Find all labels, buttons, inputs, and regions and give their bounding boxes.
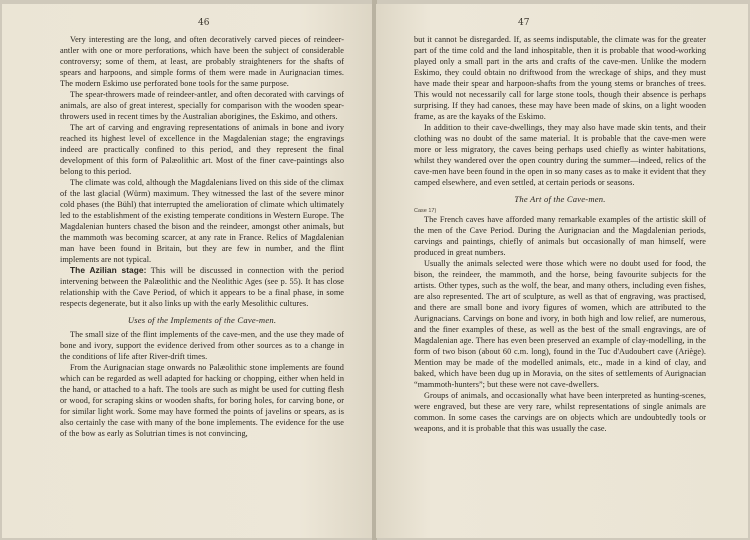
paragraph: Groups of animals, and occasionally what have been interpreted as hunting-scenes, were engraved, but these are very rare, whilst representations of single animals are common. In some cases the carvings are on objects which are undoubtedly tools or weapons, and it is probable that this was usually the case.	[414, 391, 706, 433]
section-heading: Uses of the Implements of the Cave-men.	[127, 315, 277, 325]
paragraph: The spear-throwers made of reindeer-antler, and often decorated with carvings of animals, are also of great interest, specially for comparison with the wooden spear-throwers used in recent times by the Australian aborigines, the Eskimo, and others.	[60, 90, 344, 121]
run-in-heading: The Azilian stage:	[70, 265, 147, 275]
paragraph: The small size of the flint implements of the cave-men, and the use they made of bone and ivory, support the evidence derived from other sources as to a change in the conditions of life after River-drift times.	[60, 330, 344, 361]
paragraph: The art of carving and engraving representations of animals in bone and ivory reached its highest level of excellence in the Magdalenian stage; the engravings indeed are practically confined to this period, and they represent the final development of this form of Palæolithic art. Most of the finer cave-paintings also belong to this period.	[60, 123, 344, 176]
paragraph: Very interesting are the long, and often decoratively carved pieces of reindeer-antler with one or more perforations, which have been the subject of considerable controversy; some of them, at least, are probably straighteners for the shafts of spears and harpoons, and simple forms of them were made in Aurignacian times. The modern Eskimo use perforated bone tools for the same purpose.	[60, 35, 344, 88]
case-label: Case 17)	[414, 208, 437, 214]
page-number: 46	[198, 18, 210, 28]
left-page	[2, 4, 373, 538]
paragraph-text: This will be discussed in connection with the period intervening between the Palæolithic and the Neolithic Ages (see p. 55). It has close relationship with the Cave Period, of which it appears to be a final phase, in some respects degenerate, but it also links up with the early Mesolithic cultures.	[60, 266, 344, 308]
paragraph: From the Aurignacian stage onwards no Palæolithic stone implements are found which can be regarded as well adapted for hacking or chopping, either when held in the hand, or attached to a haft. The tools are such as might be used for cutting flesh or wood, for scraping skins or wooden shafts, for boring holes, for carving bone, or for similar light work. Some may have formed the points of javelins or spears, as is also certainly the case with many of the bone implements. The evidence for the use of the bow as early as Solutrian times is not convincing,	[60, 363, 344, 438]
paragraph: The climate was cold, although the Magdalenians lived on this side of the climax of the last glacial (Würm) maximum. They witnessed the last of the severe minor cold phases (the Bühl) that interrupted the amelioration of climate which ultimately led to the establishment of the existing temperate conditions in Western Europe. The Magdalenian hunters chased the bison and the reindeer, amongst other animals, but the mammoth was becoming scarcer, at any rate in France. Relics of Magdalenian man have been found in Britain, but they are few in number, and the flint implements are not typical.	[60, 178, 344, 264]
left-text-column	[60, 34, 344, 439]
azilian-paragraph	[60, 265, 344, 309]
right-page	[376, 4, 748, 538]
page-number: 47	[518, 18, 530, 28]
paragraph: The French caves have afforded many remarkable examples of the artistic skill of the men of the Cave Period. During the Aurignacian and the Magdalenian periods, carvings and paintings, chiefly of animals but occasionally of man himself, were produced in great numbers.	[414, 215, 706, 257]
section-heading: The Art of the Cave-men.	[514, 194, 606, 204]
paragraph: but it cannot be disregarded. If, as seems indisputable, the climate was for the greater part of the time cold and the land inhospitable, then it is probable that wood-working played only a small part in the arts and crafts of the cave-men. Unlike the modern Eskimo, they could obtain no driftwood from the wreckage of ships, and they must have made their spear and harpoon-shafts from the young stems or branches of trees. This would not necessarily call for large stone tools, though their absence is perhaps surprising. If they had canoes, these may have been made of skins, on a light wooden frame, as are the kayaks of the Eskimo.	[414, 35, 706, 121]
paragraph: Usually the animals selected were those which were no doubt used for food, the bison, the reindeer, the mammoth, and the horse, being favourite subjects for the artists. Other types, such as the wolf, the bear, and many others, including even fishes, are also represented. The art of sculpture, as well as that of engraving, was practised, and there are small bone and ivory figures of women, which are attributed to the Aurignacians. Carvings on bone and ivory, in both high and low relief, are numerous, and the finer examples of these, as well as the best of the small engravings, are of Magdalenian age. There has even been preserved an example of clay-modelling, in the form of two bison (about 60 c.m. long), found in the Tuc d'Audoubert cave (Ariège). Mention may be made of the modelled animals, etc., made in a kind of clay, and baked, which have been dug up in Moravia, on the sites of settlements of Aurignacian “mammoth-hunters”; but these were not cave-dwellers.	[414, 259, 706, 389]
paragraph: In addition to their cave-dwellings, they may also have made skin tents, and their clothing was no doubt of the same material. It is probable that the cave-men were more or less migratory, the caves being perhaps used chiefly as winter habitations, whilst they wandered over the open country during the summer—indeed, relics of the cave-men have been found in the open in so many cases as to make it evident that they camped elsewhere, and even settled, at certain periods or seasons.	[414, 123, 706, 187]
right-text-column	[414, 34, 706, 434]
